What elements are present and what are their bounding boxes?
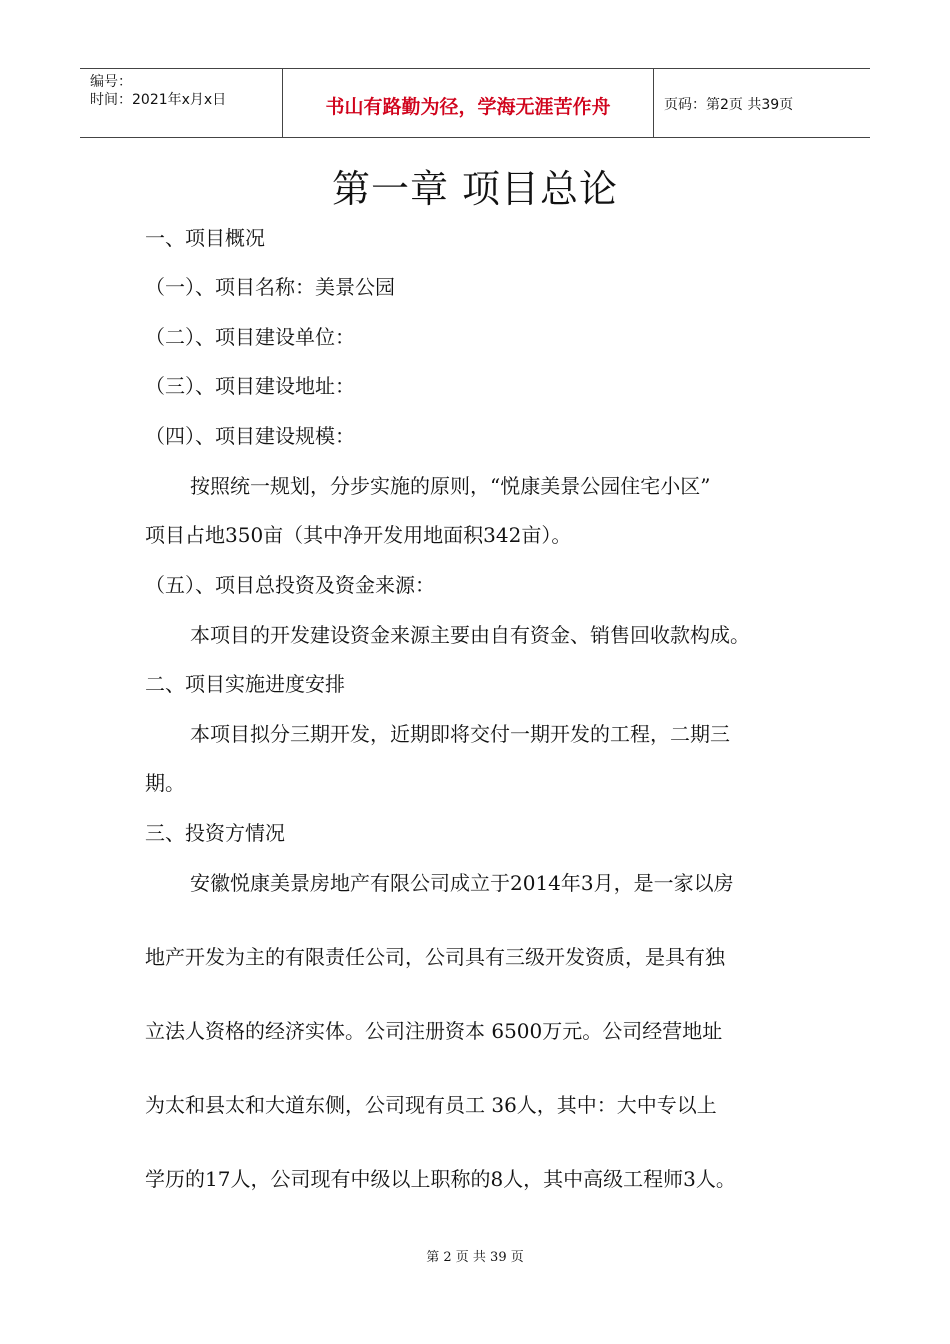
- paragraph-line: 本项目的开发建设资金来源主要由自有资金、销售回收款构成。: [190, 623, 750, 647]
- list-item: （一）、项目名称：美景公园: [145, 275, 395, 299]
- paragraph-line: 学历的17人，公司现有中级以上职称的8人，其中高级工程师3人。: [145, 1167, 736, 1191]
- page-header: [80, 68, 870, 138]
- paragraph-line: 安徽悦康美景房地产有限公司成立于2014年3月，是一家以房: [190, 871, 734, 895]
- section-heading: 一、项目概况: [145, 226, 265, 250]
- chapter-title: 第一章 项目总论: [331, 167, 619, 211]
- paragraph-line: 地产开发为主的有限责任公司，公司具有三级开发资质，是具有独: [145, 945, 725, 969]
- section-heading: 二、项目实施进度安排: [145, 672, 345, 696]
- list-item: （二）、项目建设单位：: [145, 325, 355, 349]
- paragraph-line: 按照统一规划，分步实施的原则，“悦康美景公园住宅小区”: [190, 474, 711, 498]
- section-heading: 三、投资方情况: [145, 821, 285, 845]
- header-meta: [80, 69, 282, 137]
- number-label: 编号：: [90, 74, 132, 90]
- paragraph-line: 项目占地350亩（其中净开发用地面积342亩）。: [145, 523, 572, 547]
- time-label: 时间：2021年x月x日: [90, 92, 227, 108]
- header-motto: 书山有路勤为径，学海无涯苦作舟: [282, 69, 654, 137]
- paragraph-line: 立法人资格的经济实体。公司注册资本 6500万元。公司经营地址: [145, 1019, 723, 1043]
- page-footer: 第 2 页 共 39 页: [426, 1250, 524, 1265]
- paragraph-line: 期。: [145, 771, 185, 795]
- paragraph-line: 本项目拟分三期开发，近期即将交付一期开发的工程，二期三: [190, 722, 730, 746]
- header-page-info: 页码：第2页 共39页: [664, 97, 794, 113]
- list-item: （四）、项目建设规模：: [145, 424, 355, 448]
- list-item: （三）、项目建设地址：: [145, 374, 355, 398]
- paragraph-line: 为太和县太和大道东侧，公司现有员工 36人，其中：大中专以上: [145, 1093, 717, 1117]
- list-item: （五）、项目总投资及资金来源：: [145, 573, 435, 597]
